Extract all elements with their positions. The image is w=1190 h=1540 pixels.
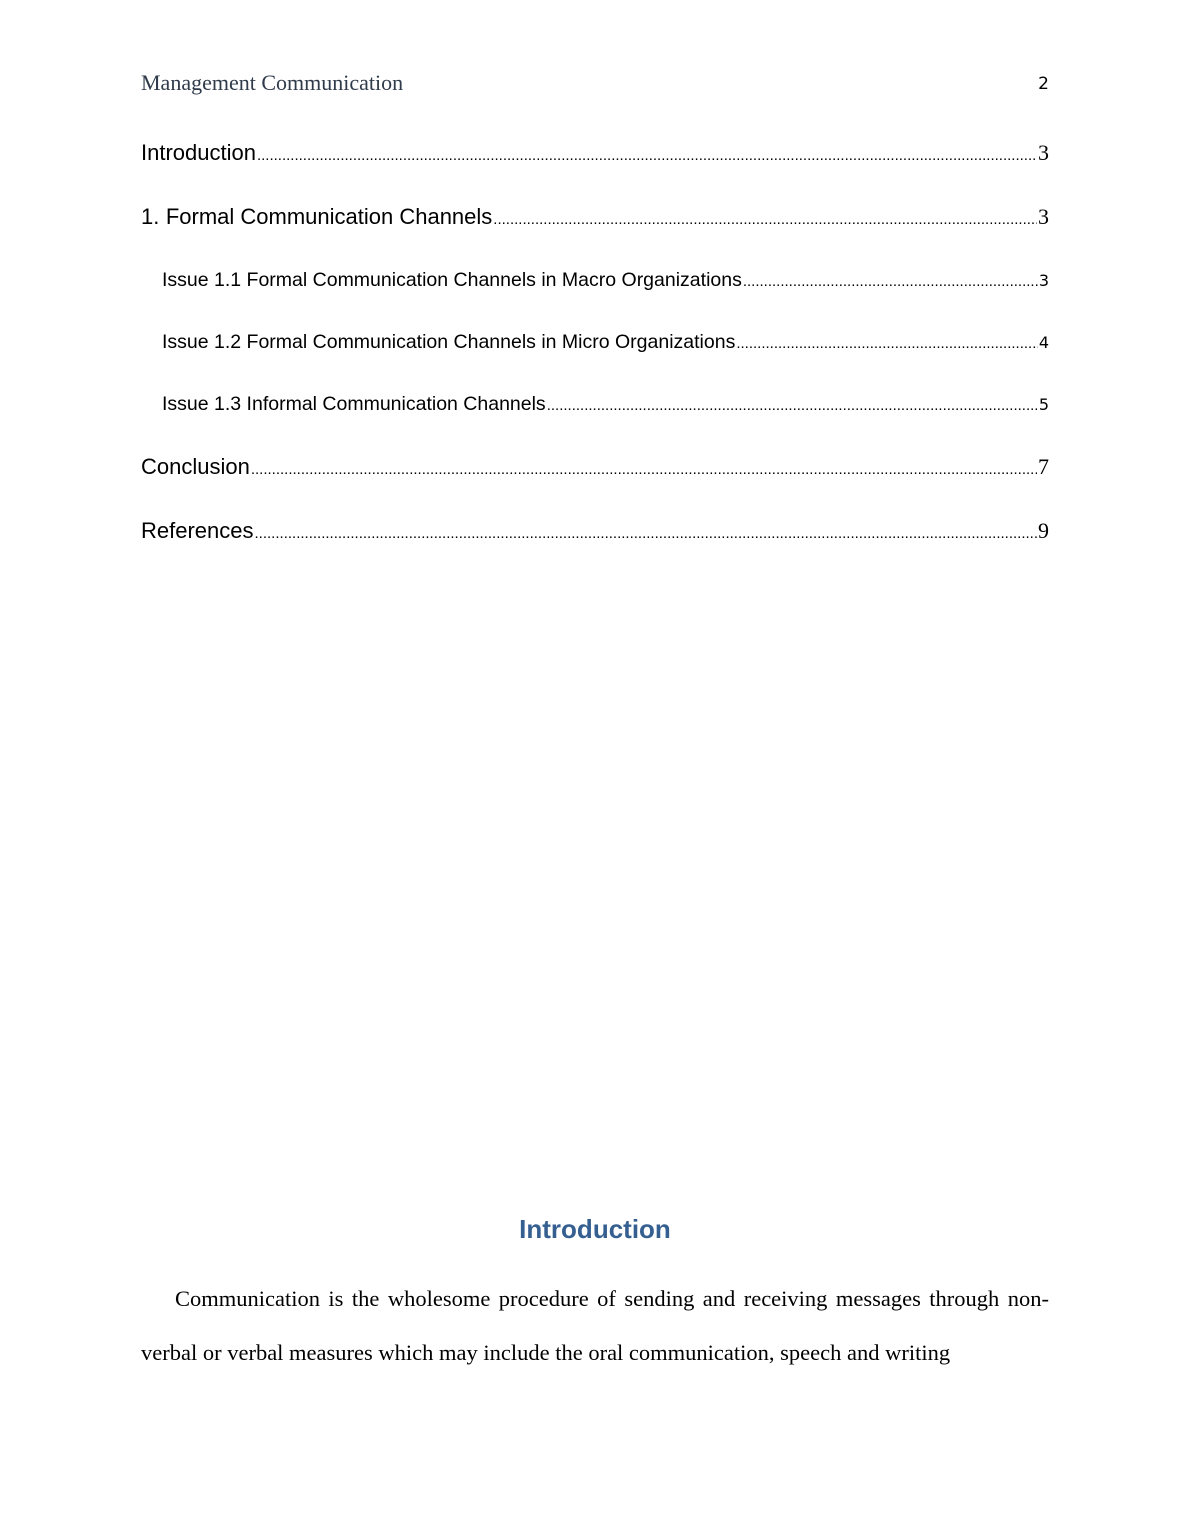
toc-entry-text: Issue 1.1 Formal Communication Channels in Macro Organizations [162,269,742,291]
toc-leader-dots [743,273,1038,290]
toc-entry-formal-channels[interactable] [141,204,1049,230]
toc-entry-issue-1-3[interactable] [162,393,1049,416]
page-header [141,70,1049,100]
toc-entry-page: 7 [1038,454,1049,479]
page-number: 2 [1038,74,1049,94]
toc-entry-text: Issue 1.2 Formal Communication Channels in Micro Organizations [162,331,736,353]
toc-leader-dots [255,525,1037,542]
toc-leader-dots [257,147,1037,164]
running-header-title: Management Communication [141,70,404,95]
toc-entry-text: Conclusion [141,454,250,479]
toc-entry-conclusion[interactable] [141,454,1049,480]
toc-leader-dots [547,397,1038,414]
toc-leader-dots [251,461,1037,478]
toc-entry-page: 3 [1038,204,1049,229]
toc-entry-page: 4 [1038,333,1049,352]
toc-entry-page: 3 [1038,271,1049,290]
toc-entry-text: Formal Communication Channels [165,204,493,229]
toc-entry-text: Issue 1.3 Informal Communication Channels [162,393,546,415]
toc-entry-references[interactable] [141,518,1049,544]
introduction-heading: Introduction [519,1214,671,1244]
introduction-paragraph: Communication is the wholesome procedure of sending and receiving messages through non-verbal or verbal measures which may include the oral communication, speech and writing [141,1286,1049,1365]
toc-entry-number: 1. [141,204,160,229]
toc-entry-page: 9 [1038,518,1049,543]
toc-entry-issue-1-2[interactable] [162,331,1049,354]
toc-entry-text: References [141,518,254,543]
toc-leader-dots [493,211,1037,228]
toc-leader-dots [736,335,1037,352]
toc-entry-page: 5 [1038,395,1049,414]
toc-entry-issue-1-1[interactable] [162,269,1049,292]
toc-entry-page: 3 [1038,140,1049,165]
toc-entry-text: Introduction [141,140,256,165]
toc-entry-introduction[interactable] [141,140,1049,166]
